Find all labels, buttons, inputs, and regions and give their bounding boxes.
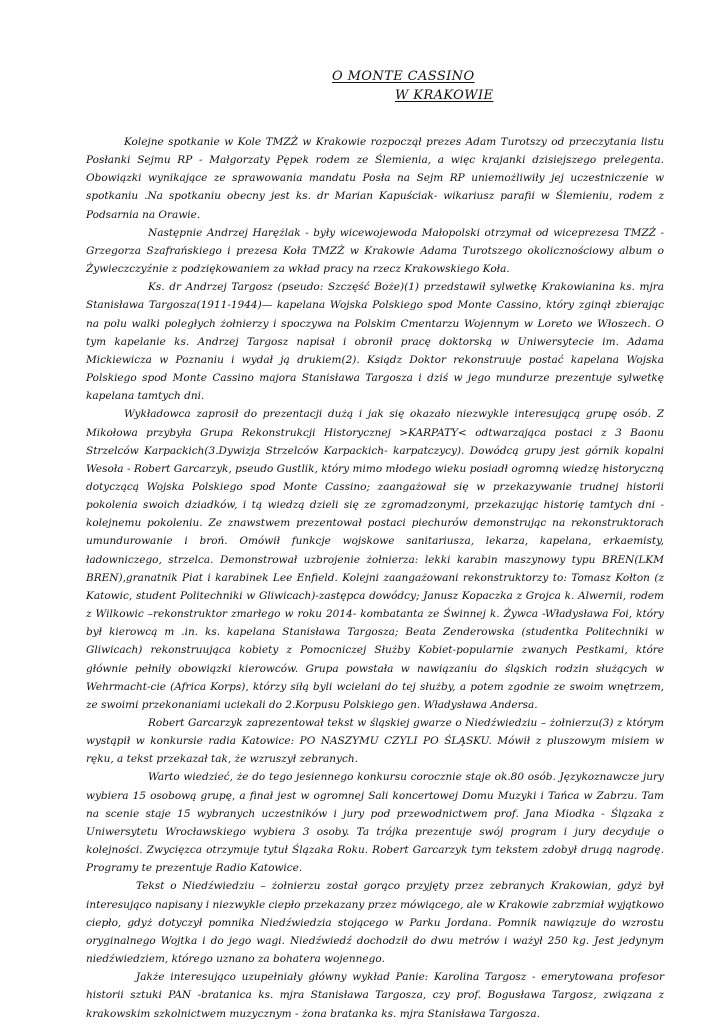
paragraph: Jakże interesująco uzupełniały główny wykład Panie: Karolina Targosz - emerytowana profesor historii sztuki PAN -bratanica ks. mjra Stanisława Targosza, czy prof. Bogusława Targosz, związana z krakowskim szkolnictwem muzycznym - żona bratanka ks. mjra Stanisława Targosza.: [86, 971, 664, 1020]
paragraph: Następnie Andrzej Harężlak - były wicewojewoda Małopolski otrzymał od wiceprezesa TMZŻ -Grzegorza Szafrańskiego i prezesa Koła TMZŻ w Krakowie Adama Turotszego okolicznościowy album o Żywieczczyźnie z podziękowaniem za wkład pracy na rzecz Krakowskiego Koła.: [86, 226, 664, 276]
paragraph: Tekst o Niedźwiedziu – żołnierzu został gorąco przyjęty przez zebranych Krakowian, gdyż był interesująco napisany i niezwykle ciepło przekazany przez mówiącego, ale w Krakowie zabrzmiał wyjątkowo ciepło, gdyż dotyczył pomnika Niedźwiedzia stojącego w Parku Jordana. Pomnik nawiązuje do wzrostu oryginalnego Wojtka i do jego wagi. Niedźwiedź dochodził do dwu metrów i ważył 250 kg. Jest jedynym niedźwiedziem, którego uznano za bohatera wojennego.: [86, 880, 664, 966]
document-title-line1: O MONTE CASSINO: [332, 69, 475, 84]
document-title-line2: W KRAKOWIE: [395, 88, 494, 103]
document-body: [86, 133, 664, 1023]
paragraph: Ks. dr Andrzej Targosz (pseudo: Szczęść Boże)(1) przedstawił sylwetkę Krakowianina ks. mjra Stanisława Targosza(1911-1944)— kapelana Wojska Polskiego spod Monte Cassino, który zginął zbierając na polu walki poległych żołnierzy i spoczywa na Polskim Cmentarzu Wojennym w Loreto we Włoszech. O tym kapelanie ks. Andrzej Targosz napisał i obronił pracę doktorską w Uniwersytecie im. Adama Mickiewicza w Poznaniu i wydał ją drukiem(2). Ksiądz Doktor rekonstruuje postać kapelana Wojska Polskiego spod Monte Cassino majora Stanisława Targosza i dziś w jego mundurze prezentuje sylwetkę kapelana tamtych dni.: [86, 281, 664, 403]
paragraph: Robert Garcarzyk zaprezentował tekst w śląskiej gwarze o Niedźwiedziu – żołnierzu(3) z którym wystąpił w konkursie radia Katowice: PO NASZYMU CZYLI PO ŚLĄSKU. Mówił z pluszowym misiem w ręku, a tekst przekazał tak, że wzruszył zebranych.: [86, 717, 664, 766]
paragraph: Wykładowca zaprosił do prezentacji dużą i jak się okazało niezwykle interesującą grupę osób. Z Mikołowa przybyła Grupa Rekonstrukcji Historycznej >KARPATY< odtwarzająca postaci z 3 Baonu Strzelców Karpackich(3.Dywizja Strzelców Karpackich- karpatczycy). Dowódcą grupy jest górnik kopalni Wesoła - Robert Garcarzyk, pseudo Gustlik, który mimo młodego wieku posiadł ogromną wiedzę historyczną dotyczącą Wojska Polskiego spod Monte Cassino; zaangażował się w przekazywanie trudnej historii pokolenia swoich dziadków, i tą wiedzą dzieli się ze zgromadzonymi, przekazując historię tamtych dni - kolejnemu pokoleniu. Ze znawstwem prezentował postaci piechurów demonstrując na rekonstruktorach umundurowanie i broń. Omówił funkcje wojskowe sanitariusza, lekarza, kapelana, erkaemisty, ładowniczego, strzelca. Demonstrował uzbrojenie żołnierza: lekki karabin maszynowy typu BREN(LKM BREN),granatnik Piat i karabinek Lee Enfield. Kolejni zaangażowani rekonstruktorzy to: Tomasz Kołton (z Katowic, student Politechniki w Gliwicach)-zastępca dowódcy; Janusz Kopaczka z Grojca k. Alwernii, rodem z Wilkowic –rekonstruktor zmarłego w roku 2014- kombatanta ze Świnnej k. Żywca -Władysława Foi, który był kierowcą m .in. ks. kapelana Stanisława Targosza; Beata Zenderowska (studentka Politechniki w Gliwicach) rekonstruująca kobiety z Pomocniczej Służby Kobiet-popularnie zwanych Pestkami, które głównie pełniły obowiązki kierowców. Grupa powstała w nawiązaniu do śląskich rodzin służących w Wehrmacht-cie (Africa Korps), którzy siłą byli wcielani do tej służby, a potem zgodnie ze swoim wnętrzem, ze swoimi przekonaniami uciekali do 2.Korpusu Polskiego gen. Władysława Andersa.: [86, 408, 664, 711]
paragraph: Kolejne spotkanie w Kole TMZŻ w Krakowie rozpoczął prezes Adam Turotszy od przeczytania listu Posłanki Sejmu RP - Małgorzaty Pępek rodem ze Ślemienia, a więc krajanki dzisiejszego prelegenta. Obowiązki wynikające ze sprawowania mandatu Posła na Sejm RP uniemożliwiły jej uczestniczenie w spotkaniu .Na spotkaniu obecny jest ks. dr Marian Kapuściak- wikariusz parafii w Ślemieniu, rodem z Podsarnia na Orawie.: [86, 136, 664, 221]
paragraph: Warto wiedzieć, że do tego jesiennego konkursu corocznie staje ok.80 osób. Językoznawcze jury wybiera 15 osobową grupę, a finał jest w ogromnej Sali koncertowej Domu Muzyki i Tańca w Zabrzu. Tam na scenie staje 15 wybranych uczestników i jury pod przewodnictwem prof. Jana Miodka - Ślązaka z Uniwersytetu Wrocławskiego wybiera 3 osoby. Ta trójka prezentuje swój program i jury decyduje o kolejności. Zwycięzca otrzymuje tytuł Ślązaka Roku. Robert Garcarzyk tym tekstem zdobył drugą nagrodę. Programy te prezentuje Radio Katowice.: [86, 771, 664, 875]
